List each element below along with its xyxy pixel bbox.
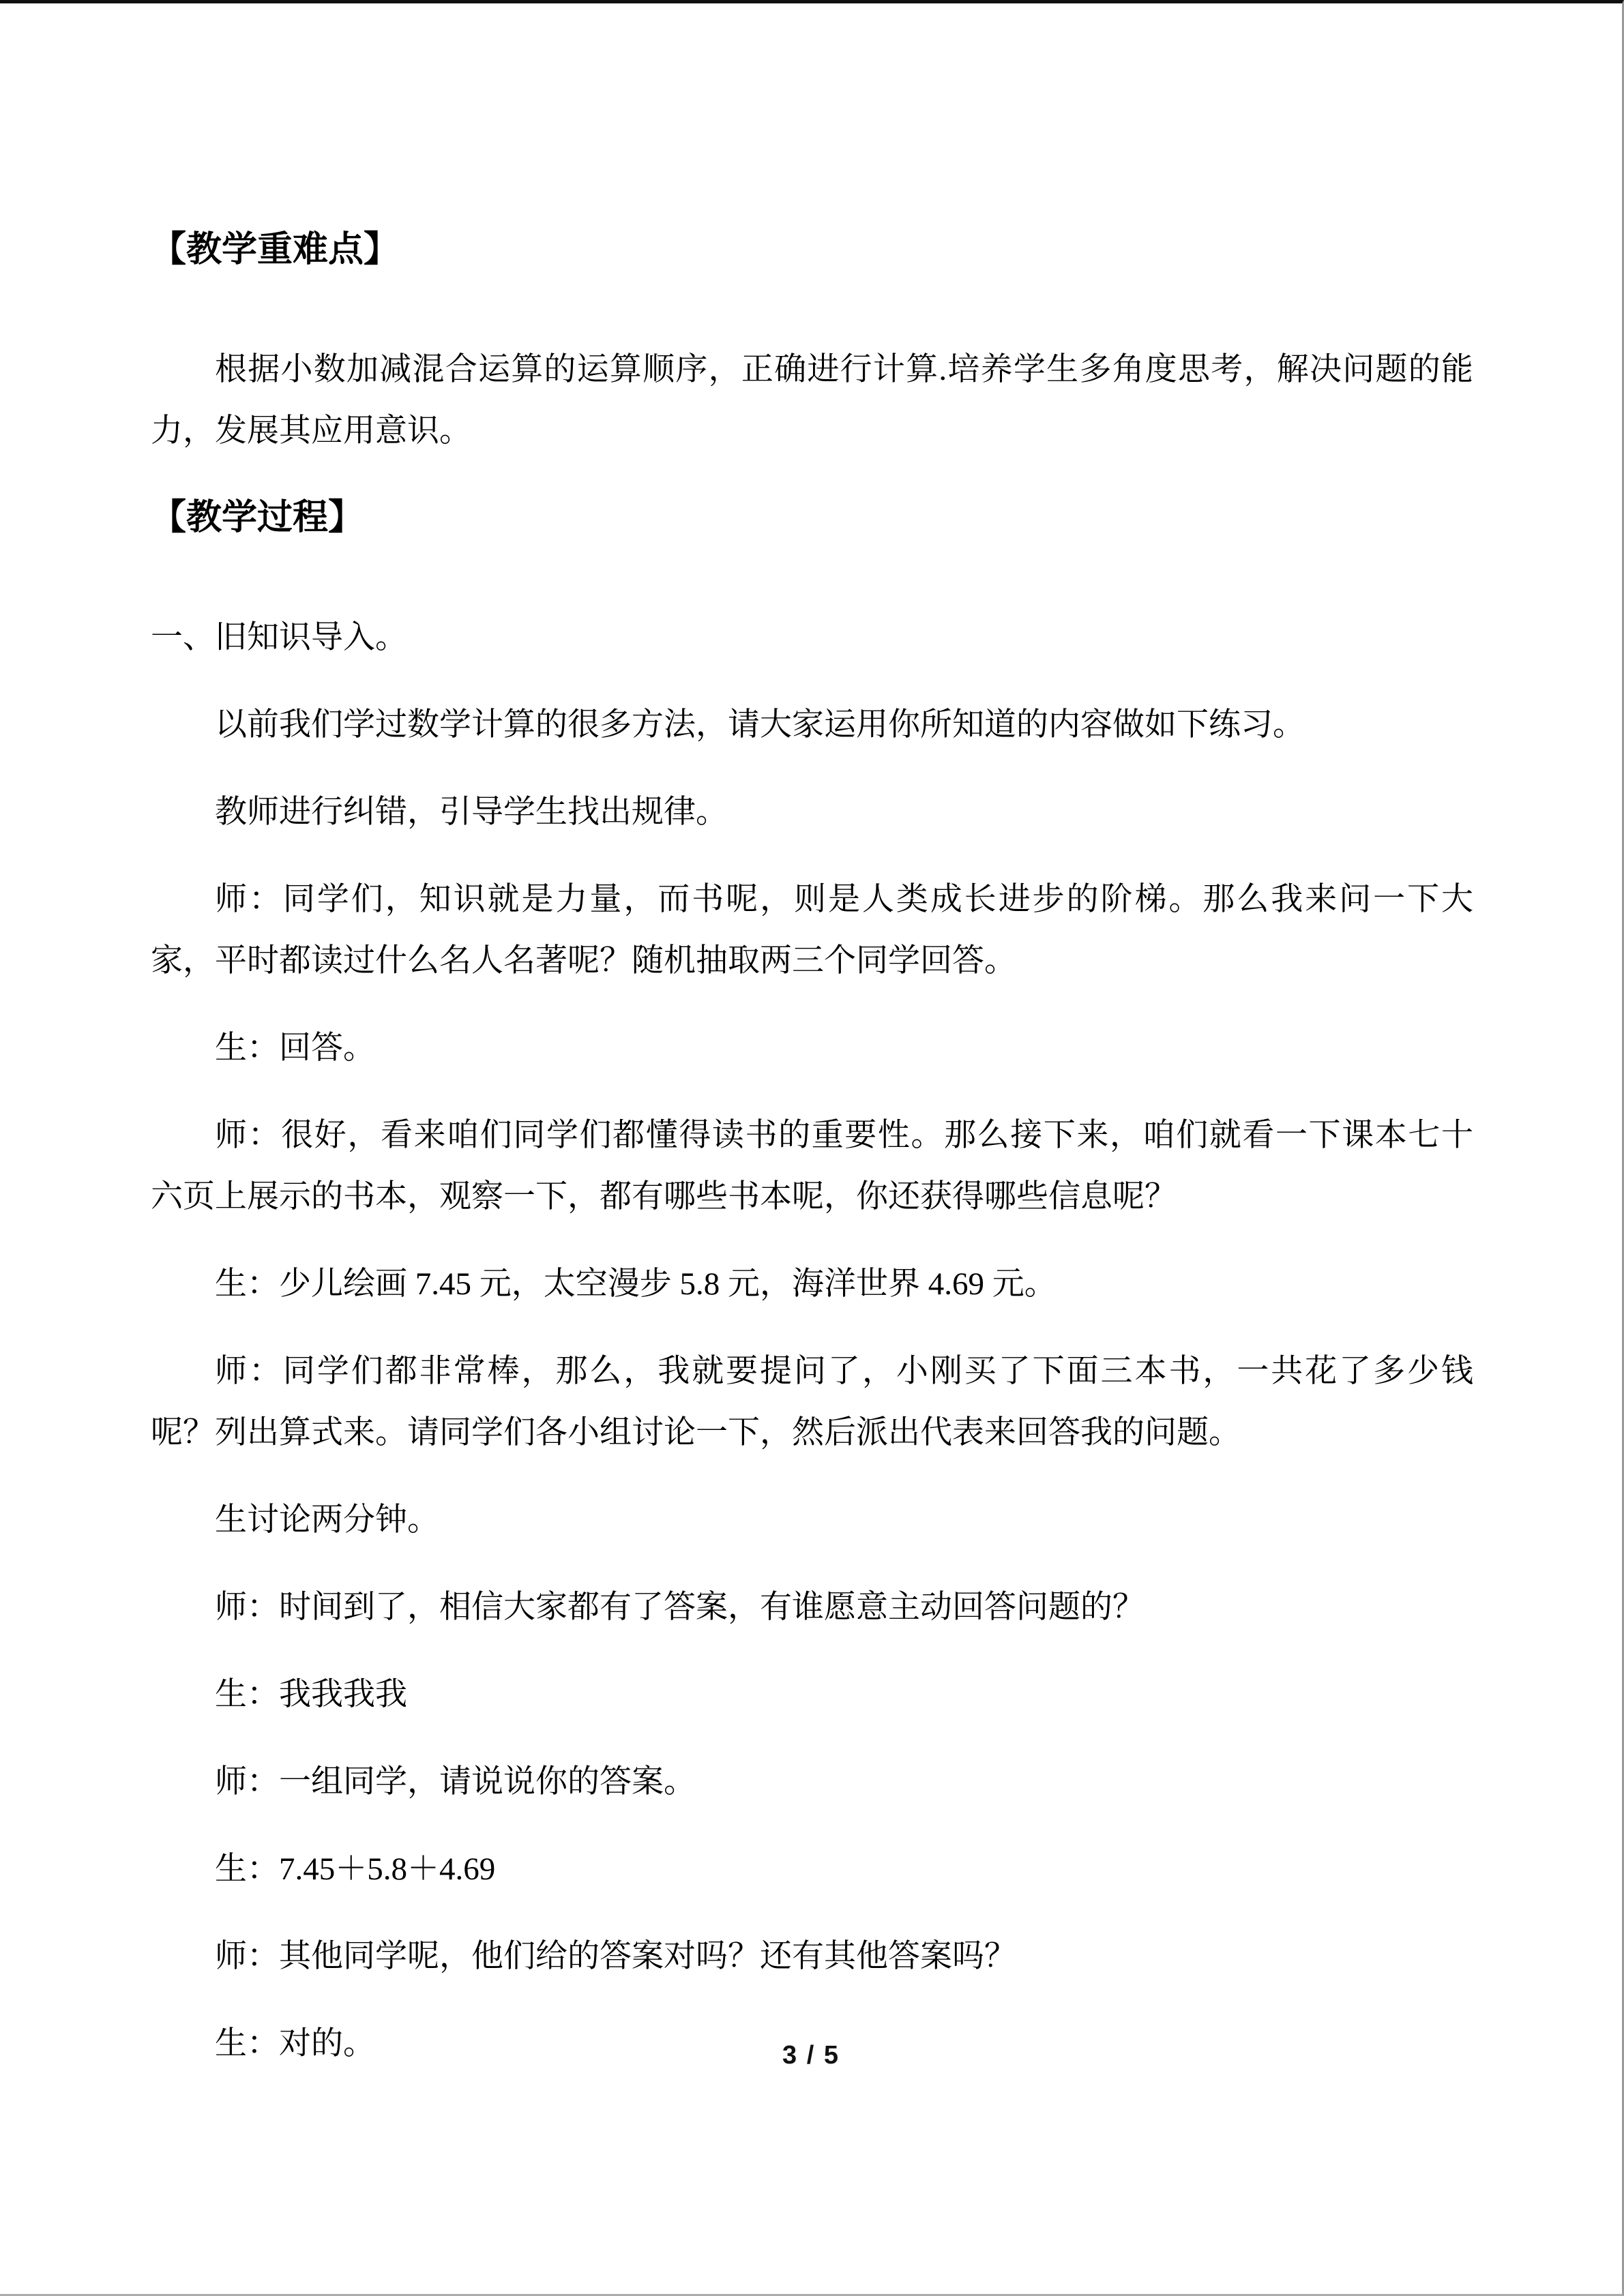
paragraph — [151, 1341, 1473, 1463]
paragraph — [151, 607, 1473, 668]
paragraph — [151, 339, 1473, 462]
text-line: 生：少儿绘画 7.45 元，太空漫步 5.8 元，海洋世界 4.69 元。 — [215, 1266, 1057, 1302]
text-line: 生：对的。 — [215, 2026, 375, 2061]
text-line: 生：我我我我 — [215, 1677, 407, 1712]
document-body — [151, 220, 1473, 2074]
paragraph — [151, 1577, 1473, 1638]
paragraph — [151, 1017, 1473, 1079]
text-line: 一、旧知识导入。 — [151, 620, 407, 655]
text-line: 师：很好，看来咱们同学们都懂得读书的重要性。那么接下来，咱们就看一下课本七十 — [215, 1118, 1473, 1153]
text-line: 【教学重难点】 — [151, 230, 400, 269]
paragraph — [151, 1926, 1473, 1987]
text-line: 力，发展其应用意识。 — [151, 413, 471, 449]
text-line: 师：同学们都非常棒，那么，我就要提问了，小刚买了下面三本书，一共花了多少钱 — [215, 1354, 1473, 1389]
text-line: 六页上展示的书本，观察一下，都有哪些书本呢，你还获得哪些信息呢？ — [151, 1179, 1177, 1214]
paragraph — [151, 1751, 1473, 1813]
text-line: 根据小数加减混合运算的运算顺序，正确进行计算.培养学生多角度思考，解决问题的能 — [215, 352, 1473, 387]
text-line: 师：一组同学，请说说你的答案。 — [215, 1764, 696, 1800]
section-heading — [151, 220, 1473, 281]
paragraph — [151, 1664, 1473, 1725]
paragraph — [151, 869, 1473, 992]
paragraph — [151, 781, 1473, 843]
text-line: 生：7.45＋5.8＋4.69 — [215, 1851, 496, 1887]
text-line: 【教学过程】 — [151, 498, 364, 537]
paragraph — [151, 1838, 1473, 1900]
text-line: 师：其他同学呢，他们给的答案对吗？还有其他答案吗？ — [215, 1939, 1016, 1974]
text-line: 生：回答。 — [215, 1030, 375, 1066]
paragraph — [151, 1489, 1473, 1551]
paragraph — [151, 1253, 1473, 1315]
text-line: 师：时间到了，相信大家都有了答案，有谁愿意主动回答问题的？ — [215, 1590, 1145, 1625]
text-line: 家，平时都读过什么名人名著呢？随机抽取两三个同学回答。 — [151, 943, 1016, 979]
text-line: 生讨论两分钟。 — [215, 1502, 439, 1538]
text-line: 师：同学们，知识就是力量，而书呢，则是人类成长进步的阶梯。那么我来问一下大 — [215, 882, 1473, 917]
section-heading — [151, 488, 1473, 549]
text-line: 以前我们学过数学计算的很多方法，请大家运用你所知道的内容做如下练习。 — [215, 707, 1305, 743]
text-line: 教师进行纠错，引导学生找出规律。 — [215, 794, 728, 830]
paragraph — [151, 1105, 1473, 1227]
paragraph — [151, 694, 1473, 756]
text-line: 呢？列出算式来。请同学们各小组讨论一下，然后派出代表来回答我的问题。 — [151, 1415, 1241, 1450]
page-number: 3 / 5 — [782, 2041, 840, 2070]
